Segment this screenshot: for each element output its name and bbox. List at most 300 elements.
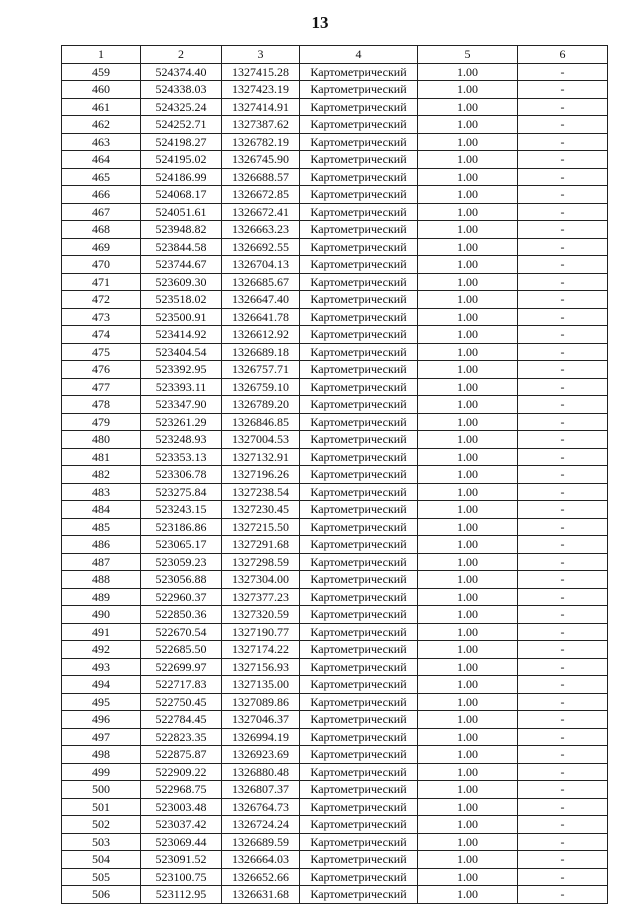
header-row bbox=[62, 46, 608, 64]
table-cell: 1.00 bbox=[418, 203, 518, 221]
table-cell: Картометрический bbox=[300, 221, 418, 239]
table-cell: Картометрический bbox=[300, 98, 418, 116]
table-row bbox=[62, 378, 608, 396]
table-cell: 1327230.45 bbox=[222, 501, 300, 519]
table-row bbox=[62, 256, 608, 274]
table-cell: 1326672.41 bbox=[222, 203, 300, 221]
table-row bbox=[62, 273, 608, 291]
table-cell: 1.00 bbox=[418, 728, 518, 746]
table-row bbox=[62, 518, 608, 536]
table-cell: 522685.50 bbox=[141, 641, 222, 659]
table-cell: 463 bbox=[62, 133, 141, 151]
table-row bbox=[62, 868, 608, 886]
table-cell: 1.00 bbox=[418, 711, 518, 729]
table-cell: 487 bbox=[62, 553, 141, 571]
table-cell: 1.00 bbox=[418, 361, 518, 379]
table-cell: - bbox=[518, 641, 608, 659]
table-cell: 523392.95 bbox=[141, 361, 222, 379]
table-cell: 1.00 bbox=[418, 886, 518, 904]
table-cell: 522823.35 bbox=[141, 728, 222, 746]
table-row bbox=[62, 63, 608, 81]
table-cell: 1327320.59 bbox=[222, 606, 300, 624]
table-cell: 1.00 bbox=[418, 151, 518, 169]
table-cell: 1326688.57 bbox=[222, 168, 300, 186]
table-cell: 1.00 bbox=[418, 518, 518, 536]
table-cell: 522750.45 bbox=[141, 693, 222, 711]
table-cell: 483 bbox=[62, 483, 141, 501]
table-cell: 1326846.85 bbox=[222, 413, 300, 431]
table-cell: 523243.15 bbox=[141, 501, 222, 519]
table-cell: - bbox=[518, 676, 608, 694]
table-cell: 496 bbox=[62, 711, 141, 729]
table-cell: 1326652.66 bbox=[222, 868, 300, 886]
table-row bbox=[62, 781, 608, 799]
table-cell: 460 bbox=[62, 81, 141, 99]
table-cell: 1327156.93 bbox=[222, 658, 300, 676]
column-header: 1 bbox=[62, 46, 141, 64]
table-cell: - bbox=[518, 133, 608, 151]
table-cell: 523948.82 bbox=[141, 221, 222, 239]
table-cell: - bbox=[518, 536, 608, 554]
table-cell: 1326704.13 bbox=[222, 256, 300, 274]
table-cell: Картометрический bbox=[300, 693, 418, 711]
table-cell: 1326641.78 bbox=[222, 308, 300, 326]
table-row bbox=[62, 606, 608, 624]
table-cell: Картометрический bbox=[300, 63, 418, 81]
table-cell: 1326663.23 bbox=[222, 221, 300, 239]
table-cell: 1.00 bbox=[418, 746, 518, 764]
table-cell: Картометрический bbox=[300, 203, 418, 221]
table-cell: - bbox=[518, 291, 608, 309]
table-cell: 1326647.40 bbox=[222, 291, 300, 309]
table-cell: 523056.88 bbox=[141, 571, 222, 589]
table-cell: Картометрический bbox=[300, 553, 418, 571]
table-cell: - bbox=[518, 203, 608, 221]
table-cell: 480 bbox=[62, 431, 141, 449]
table-row bbox=[62, 816, 608, 834]
table-cell: 522699.97 bbox=[141, 658, 222, 676]
table-cell: Картометрический bbox=[300, 571, 418, 589]
table-cell: 471 bbox=[62, 273, 141, 291]
table-cell: 467 bbox=[62, 203, 141, 221]
table-cell: 486 bbox=[62, 536, 141, 554]
table-row bbox=[62, 308, 608, 326]
table-cell: 524252.71 bbox=[141, 116, 222, 134]
table-cell: 476 bbox=[62, 361, 141, 379]
table-cell: 1327174.22 bbox=[222, 641, 300, 659]
table-row bbox=[62, 746, 608, 764]
table-cell: - bbox=[518, 851, 608, 869]
table-cell: 1.00 bbox=[418, 238, 518, 256]
table-cell: 1.00 bbox=[418, 536, 518, 554]
table-row bbox=[62, 536, 608, 554]
table-row bbox=[62, 326, 608, 344]
table-cell: 1327415.28 bbox=[222, 63, 300, 81]
table-cell: Картометрический bbox=[300, 378, 418, 396]
table-cell: 1326759.10 bbox=[222, 378, 300, 396]
table-cell: 1327135.00 bbox=[222, 676, 300, 694]
table-cell: 1326923.69 bbox=[222, 746, 300, 764]
table-cell: 1.00 bbox=[418, 676, 518, 694]
table-cell: Картометрический bbox=[300, 728, 418, 746]
table-cell: Картометрический bbox=[300, 151, 418, 169]
table-cell: Картометрический bbox=[300, 326, 418, 344]
table-cell: 1326685.67 bbox=[222, 273, 300, 291]
table-cell: - bbox=[518, 413, 608, 431]
page-number: 13 bbox=[311, 13, 329, 32]
table-cell: Картометрический bbox=[300, 343, 418, 361]
table-row bbox=[62, 711, 608, 729]
table-cell: 1326745.90 bbox=[222, 151, 300, 169]
table-cell: 1.00 bbox=[418, 378, 518, 396]
table-cell: 1.00 bbox=[418, 641, 518, 659]
table-row bbox=[62, 623, 608, 641]
table-cell: 494 bbox=[62, 676, 141, 694]
table-cell: 505 bbox=[62, 868, 141, 886]
table-cell: 1326689.59 bbox=[222, 833, 300, 851]
table-row bbox=[62, 501, 608, 519]
table-row bbox=[62, 763, 608, 781]
table-row bbox=[62, 851, 608, 869]
table-cell: 523500.91 bbox=[141, 308, 222, 326]
table-cell: 503 bbox=[62, 833, 141, 851]
table-row bbox=[62, 553, 608, 571]
table-cell: 523744.67 bbox=[141, 256, 222, 274]
table-row bbox=[62, 238, 608, 256]
table-cell: 1.00 bbox=[418, 781, 518, 799]
table-cell: 1326807.37 bbox=[222, 781, 300, 799]
table-row bbox=[62, 833, 608, 851]
table-cell: - bbox=[518, 343, 608, 361]
table-cell: 1.00 bbox=[418, 98, 518, 116]
column-header: 5 bbox=[418, 46, 518, 64]
table-cell: 523091.52 bbox=[141, 851, 222, 869]
table-cell: 484 bbox=[62, 501, 141, 519]
table-cell: 523353.13 bbox=[141, 448, 222, 466]
table-cell: 479 bbox=[62, 413, 141, 431]
table-cell: - bbox=[518, 763, 608, 781]
table-cell: 1.00 bbox=[418, 553, 518, 571]
table-cell: 1.00 bbox=[418, 63, 518, 81]
table-cell: Картометрический bbox=[300, 308, 418, 326]
column-header: 4 bbox=[300, 46, 418, 64]
table-cell: 1.00 bbox=[418, 868, 518, 886]
table-row bbox=[62, 116, 608, 134]
table-row bbox=[62, 448, 608, 466]
table-cell: - bbox=[518, 553, 608, 571]
table-cell: 523275.84 bbox=[141, 483, 222, 501]
table-cell: 465 bbox=[62, 168, 141, 186]
table-cell: 523261.29 bbox=[141, 413, 222, 431]
table-row bbox=[62, 361, 608, 379]
table-cell: 502 bbox=[62, 816, 141, 834]
table-cell: 522850.36 bbox=[141, 606, 222, 624]
table-row bbox=[62, 641, 608, 659]
table-cell: - bbox=[518, 396, 608, 414]
table-cell: Картометрический bbox=[300, 851, 418, 869]
table-cell: Картометрический bbox=[300, 711, 418, 729]
table-cell: 1.00 bbox=[418, 658, 518, 676]
table-cell: 522784.45 bbox=[141, 711, 222, 729]
table-cell: 482 bbox=[62, 466, 141, 484]
table-cell: 1.00 bbox=[418, 693, 518, 711]
table-cell: Картометрический bbox=[300, 833, 418, 851]
coordinates-table bbox=[61, 45, 608, 904]
table-cell: Картометрический bbox=[300, 238, 418, 256]
table-cell: 524068.17 bbox=[141, 186, 222, 204]
table-cell: 500 bbox=[62, 781, 141, 799]
table-cell: 481 bbox=[62, 448, 141, 466]
table-cell: 523059.23 bbox=[141, 553, 222, 571]
table-cell: 506 bbox=[62, 886, 141, 904]
table-cell: 1326789.20 bbox=[222, 396, 300, 414]
table-cell: 523393.11 bbox=[141, 378, 222, 396]
table-cell: - bbox=[518, 256, 608, 274]
table-cell: 1327304.00 bbox=[222, 571, 300, 589]
table-cell: 1.00 bbox=[418, 291, 518, 309]
table-row bbox=[62, 133, 608, 151]
table-cell: Картометрический bbox=[300, 448, 418, 466]
table-cell: 1.00 bbox=[418, 116, 518, 134]
table-cell: - bbox=[518, 606, 608, 624]
table-cell: - bbox=[518, 308, 608, 326]
table-cell: 523347.90 bbox=[141, 396, 222, 414]
table-cell: 1326724.24 bbox=[222, 816, 300, 834]
table-cell: 468 bbox=[62, 221, 141, 239]
table-cell: 1.00 bbox=[418, 413, 518, 431]
table-row bbox=[62, 168, 608, 186]
table-cell: - bbox=[518, 168, 608, 186]
table-cell: 524374.40 bbox=[141, 63, 222, 81]
table-cell: 1326631.68 bbox=[222, 886, 300, 904]
table-cell: 1.00 bbox=[418, 256, 518, 274]
table-cell: 524186.99 bbox=[141, 168, 222, 186]
table-cell: 473 bbox=[62, 308, 141, 326]
table-cell: 522875.87 bbox=[141, 746, 222, 764]
table-cell: Картометрический bbox=[300, 658, 418, 676]
table-cell: 1.00 bbox=[418, 483, 518, 501]
table-cell: - bbox=[518, 378, 608, 396]
table-cell: Картометрический bbox=[300, 256, 418, 274]
table-cell: Картометрический bbox=[300, 536, 418, 554]
table-cell: 524198.27 bbox=[141, 133, 222, 151]
table-cell: 478 bbox=[62, 396, 141, 414]
table-cell: 498 bbox=[62, 746, 141, 764]
table-cell: 1326757.71 bbox=[222, 361, 300, 379]
table-cell: 1327190.77 bbox=[222, 623, 300, 641]
table-cell: 523003.48 bbox=[141, 798, 222, 816]
table-cell: 488 bbox=[62, 571, 141, 589]
table-cell: 1326782.19 bbox=[222, 133, 300, 151]
table-cell: - bbox=[518, 63, 608, 81]
table-cell: 524338.03 bbox=[141, 81, 222, 99]
table-cell: 523065.17 bbox=[141, 536, 222, 554]
table-cell: Картометрический bbox=[300, 466, 418, 484]
table-cell: Картометрический bbox=[300, 133, 418, 151]
table-cell: 524325.24 bbox=[141, 98, 222, 116]
table-cell: 1327298.59 bbox=[222, 553, 300, 571]
table-cell: 1.00 bbox=[418, 221, 518, 239]
table-cell: 1.00 bbox=[418, 763, 518, 781]
table-cell: 475 bbox=[62, 343, 141, 361]
table-cell: 1326612.92 bbox=[222, 326, 300, 344]
table-cell: - bbox=[518, 886, 608, 904]
table-cell: 522717.83 bbox=[141, 676, 222, 694]
table-cell: 1.00 bbox=[418, 606, 518, 624]
table-cell: 501 bbox=[62, 798, 141, 816]
table-cell: Картометрический bbox=[300, 81, 418, 99]
table-cell: 485 bbox=[62, 518, 141, 536]
table-cell: 523844.58 bbox=[141, 238, 222, 256]
table-cell: 1327089.86 bbox=[222, 693, 300, 711]
table-cell: 1.00 bbox=[418, 308, 518, 326]
table-cell: - bbox=[518, 658, 608, 676]
column-header: 3 bbox=[222, 46, 300, 64]
table-cell: 1327046.37 bbox=[222, 711, 300, 729]
table-cell: 522968.75 bbox=[141, 781, 222, 799]
table-cell: 1.00 bbox=[418, 168, 518, 186]
table-cell: 1.00 bbox=[418, 396, 518, 414]
table-cell: 1.00 bbox=[418, 133, 518, 151]
table-cell: 477 bbox=[62, 378, 141, 396]
table-cell: - bbox=[518, 693, 608, 711]
table-cell: 523609.30 bbox=[141, 273, 222, 291]
table-cell: 523518.02 bbox=[141, 291, 222, 309]
table-cell: 1327196.26 bbox=[222, 466, 300, 484]
table-row bbox=[62, 291, 608, 309]
table-cell: 523069.44 bbox=[141, 833, 222, 851]
table-cell: 1.00 bbox=[418, 326, 518, 344]
table-cell: 1.00 bbox=[418, 816, 518, 834]
table-cell: - bbox=[518, 798, 608, 816]
table-cell: - bbox=[518, 571, 608, 589]
table-cell: Картометрический bbox=[300, 518, 418, 536]
table-cell: 523186.86 bbox=[141, 518, 222, 536]
table-cell: 1.00 bbox=[418, 466, 518, 484]
table-cell: 489 bbox=[62, 588, 141, 606]
table-row bbox=[62, 98, 608, 116]
table-cell: 1327238.54 bbox=[222, 483, 300, 501]
table-cell: 524195.02 bbox=[141, 151, 222, 169]
table-cell: Картометрический bbox=[300, 186, 418, 204]
table-cell: 499 bbox=[62, 763, 141, 781]
table-cell: - bbox=[518, 151, 608, 169]
table-cell: 1327004.53 bbox=[222, 431, 300, 449]
table-cell: - bbox=[518, 781, 608, 799]
table-row bbox=[62, 571, 608, 589]
table-cell: Картометрический bbox=[300, 361, 418, 379]
table-row bbox=[62, 343, 608, 361]
table-row bbox=[62, 81, 608, 99]
table-cell: - bbox=[518, 238, 608, 256]
table-cell: 1.00 bbox=[418, 186, 518, 204]
table-cell: 1.00 bbox=[418, 851, 518, 869]
table-cell: 491 bbox=[62, 623, 141, 641]
table-row bbox=[62, 798, 608, 816]
table-cell: 1.00 bbox=[418, 448, 518, 466]
table-cell: 1.00 bbox=[418, 501, 518, 519]
table-cell: 1327387.62 bbox=[222, 116, 300, 134]
table-cell: 1326692.55 bbox=[222, 238, 300, 256]
table-cell: 472 bbox=[62, 291, 141, 309]
table-cell: 459 bbox=[62, 63, 141, 81]
table-cell: 523112.95 bbox=[141, 886, 222, 904]
table-cell: - bbox=[518, 98, 608, 116]
table-cell: 492 bbox=[62, 641, 141, 659]
table-cell: - bbox=[518, 816, 608, 834]
table-cell: 1.00 bbox=[418, 833, 518, 851]
table-row bbox=[62, 693, 608, 711]
table-row bbox=[62, 203, 608, 221]
table-cell: 1326664.03 bbox=[222, 851, 300, 869]
table-cell: 493 bbox=[62, 658, 141, 676]
table-cell: 490 bbox=[62, 606, 141, 624]
table-row bbox=[62, 466, 608, 484]
table-row bbox=[62, 676, 608, 694]
table-cell: Картометрический bbox=[300, 868, 418, 886]
table-cell: - bbox=[518, 431, 608, 449]
table-cell: 523100.75 bbox=[141, 868, 222, 886]
table-cell: 474 bbox=[62, 326, 141, 344]
table-cell: - bbox=[518, 868, 608, 886]
table-cell: - bbox=[518, 588, 608, 606]
table-cell: 1326689.18 bbox=[222, 343, 300, 361]
table-cell: - bbox=[518, 361, 608, 379]
table-cell: - bbox=[518, 483, 608, 501]
table-cell: 524051.61 bbox=[141, 203, 222, 221]
table-row bbox=[62, 658, 608, 676]
table-cell: 1327132.91 bbox=[222, 448, 300, 466]
table-cell: - bbox=[518, 711, 608, 729]
table-cell: 1.00 bbox=[418, 273, 518, 291]
table-cell: - bbox=[518, 81, 608, 99]
table-cell: 1.00 bbox=[418, 588, 518, 606]
table-cell: 523248.93 bbox=[141, 431, 222, 449]
table-cell: 1327423.19 bbox=[222, 81, 300, 99]
table-cell: 523037.42 bbox=[141, 816, 222, 834]
table-cell: 1326994.19 bbox=[222, 728, 300, 746]
table-cell: - bbox=[518, 518, 608, 536]
table-cell: 1.00 bbox=[418, 798, 518, 816]
table-cell: 1326672.85 bbox=[222, 186, 300, 204]
column-header: 6 bbox=[518, 46, 608, 64]
table-cell: Картометрический bbox=[300, 116, 418, 134]
table-cell: - bbox=[518, 448, 608, 466]
table-row bbox=[62, 886, 608, 904]
table-cell: Картометрический bbox=[300, 588, 418, 606]
table-cell: 1327414.91 bbox=[222, 98, 300, 116]
table-row bbox=[62, 221, 608, 239]
table-cell: Картометрический bbox=[300, 781, 418, 799]
table-cell: 495 bbox=[62, 693, 141, 711]
table-cell: Картометрический bbox=[300, 413, 418, 431]
table-cell: - bbox=[518, 221, 608, 239]
table-cell: Картометрический bbox=[300, 798, 418, 816]
table-cell: Картометрический bbox=[300, 606, 418, 624]
table-cell: 1.00 bbox=[418, 431, 518, 449]
table-cell: Картометрический bbox=[300, 431, 418, 449]
table-cell: 1.00 bbox=[418, 81, 518, 99]
table-cell: 504 bbox=[62, 851, 141, 869]
table-cell: - bbox=[518, 326, 608, 344]
table-cell: 1326880.48 bbox=[222, 763, 300, 781]
table-cell: 523414.92 bbox=[141, 326, 222, 344]
table-cell: - bbox=[518, 728, 608, 746]
table-cell: - bbox=[518, 623, 608, 641]
table-cell: Картометрический bbox=[300, 501, 418, 519]
table-cell: 522909.22 bbox=[141, 763, 222, 781]
table-cell: - bbox=[518, 746, 608, 764]
